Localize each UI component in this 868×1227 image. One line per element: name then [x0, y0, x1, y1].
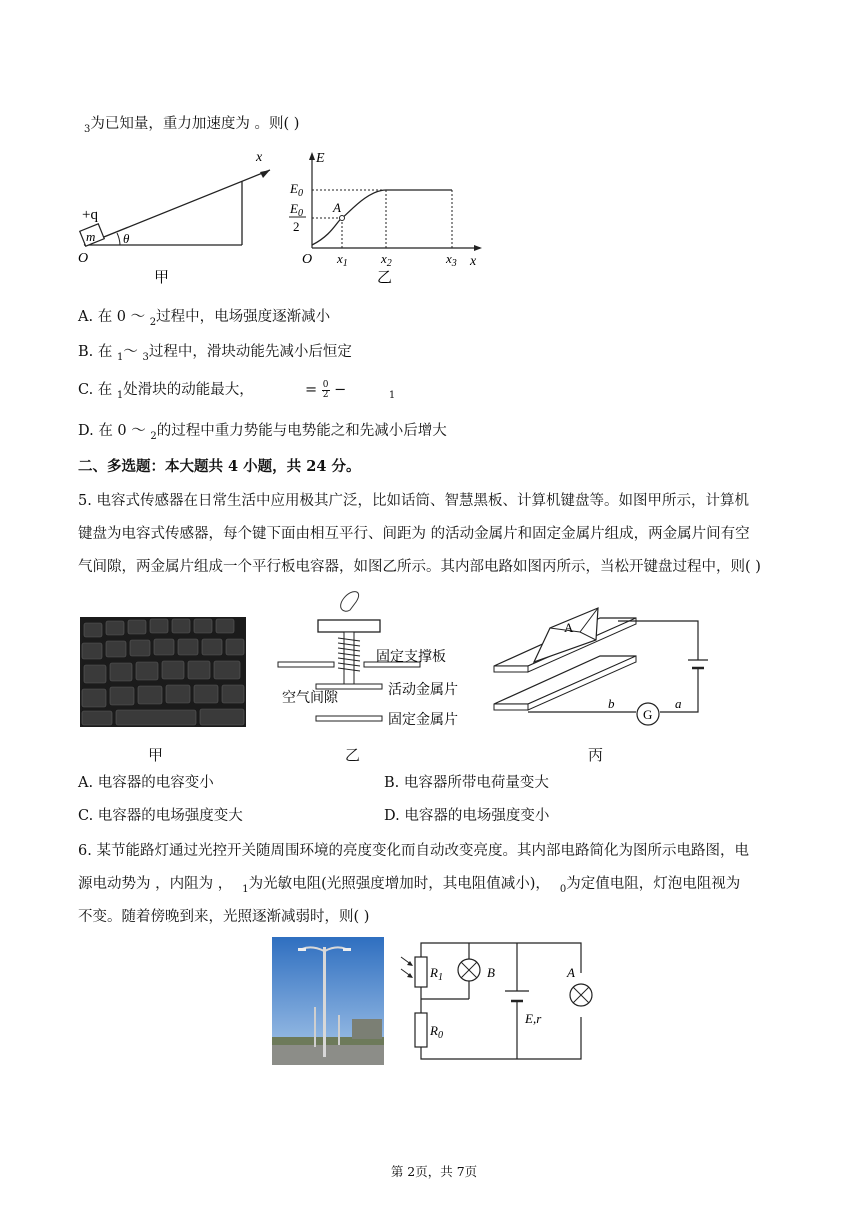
point-b-label: b: [608, 696, 615, 711]
keyboard-photo: [80, 617, 246, 727]
q5-line-3: 气间隙，两金属片组成一个平行板电容器，如图乙所示。其内部电路如图丙所示，当松开键盘过程中，则( ): [78, 559, 761, 575]
q4-option-c: C. 在 $_1$处滑块的动能最大，: [78, 382, 254, 401]
streetlight-circuit-diagram: [395, 937, 595, 1065]
caption-yi: 乙: [377, 270, 393, 286]
q4-option-d: D. 在 0 ～ $_2$的过程中重力势能与电势能之和先减小后增大: [78, 423, 447, 442]
q5-line-1: 5. 电容式传感器在日常生活中应用极其广泛，比如话筒、智慧黑板、计算机键盘等。如图甲所示，计算机: [78, 493, 749, 509]
caption-q5-yi: 乙: [345, 746, 361, 764]
lamp-b-label: B: [487, 965, 495, 980]
galvanometer-label: G: [643, 707, 653, 722]
x3-label: $x_3$: [446, 251, 457, 269]
angle-label: θ: [123, 231, 130, 246]
q4-option-a: A. 在 0 ～ $_2$过程中，电场强度逐渐减小: [78, 309, 331, 328]
x2-label: $x_2$: [381, 251, 392, 269]
q5-line-2: 键盘为电容式传感器，每个键下面由相互平行、间距为 的活动金属片和固定金属片组成，两金属片间有空: [78, 526, 750, 542]
moving-plate-label: 活动金属片: [388, 683, 458, 698]
half-e0-num: $E_0$: [290, 201, 303, 219]
q5-option-c: C. 电容器的电场强度变大: [78, 808, 243, 824]
street-lamp-photo: [272, 937, 384, 1065]
figure-yi-graph: [282, 145, 492, 290]
q5-option-b: B. 电容器所带电荷量变大: [384, 775, 549, 791]
e-axis-label: E: [316, 151, 325, 166]
point-a-label: A: [333, 200, 341, 215]
caption-jia: 甲: [154, 270, 170, 286]
emf-label: E,r: [525, 1011, 542, 1026]
support-label: 固定支撑板: [376, 650, 446, 665]
origin-label: O: [302, 252, 313, 267]
point-a-label: a: [675, 696, 682, 711]
x-axis-label: x: [470, 254, 477, 269]
intro-line: $_3$为已知量，重力加速度为 。则( ): [84, 116, 300, 135]
x1-label: $x_1$: [337, 251, 348, 269]
section-2-heading: 二、多选题：本大题共 4 小题，共 24 分。: [78, 458, 361, 475]
figure-jia-incline: [70, 145, 280, 290]
mass-label: m: [86, 229, 96, 244]
q6-line-1: 6. 某节能路灯通过光控开关随周围环境的亮度变化而自动改变亮度。其内部电路简化为图所示电路图，电: [78, 843, 749, 859]
caption-q5-bing: 丙: [588, 746, 604, 764]
lamp-a-label: A: [567, 965, 575, 980]
key-structure-diagram: [272, 586, 472, 734]
q4-option-c-equation: = $\frac{0}{2}$ − $_1$: [305, 379, 396, 401]
air-gap-label: 空气间隙: [282, 691, 338, 706]
r1-label: $R_1$: [430, 965, 443, 983]
key-a-label: A: [564, 620, 574, 635]
half-e0-den: 2: [293, 219, 300, 234]
caption-q5-jia: 甲: [148, 746, 164, 764]
q6-line-2: 源电动势为 ，内阻为 ， $_1$为光敏电阻(光照强度增加时，其电阻值减小)， $_0$为定值电阻，灯泡电阻视为: [78, 876, 741, 895]
q5-option-d: D. 电容器的电场强度变小: [384, 808, 550, 824]
q6-line-3: 不变。随着傍晚到来，光照逐渐减弱时，则( ): [78, 909, 370, 925]
fixed-plate-label: 固定金属片: [388, 713, 458, 728]
e0-label: $E_0$: [290, 181, 303, 199]
charge-label: +q: [82, 207, 98, 223]
x-axis-label: x: [256, 150, 263, 165]
q4-option-b: B. 在 $_1$～ $_3$过程中，滑块动能先减小后恒定: [78, 344, 352, 363]
origin-label: O: [78, 251, 89, 266]
capacitor-circuit-diagram: [488, 600, 728, 730]
r0-label: $R_0$: [430, 1023, 443, 1041]
page-footer: 第 2页，共 7页: [390, 1164, 478, 1179]
q5-option-a: A. 电容器的电容变小: [78, 775, 214, 791]
